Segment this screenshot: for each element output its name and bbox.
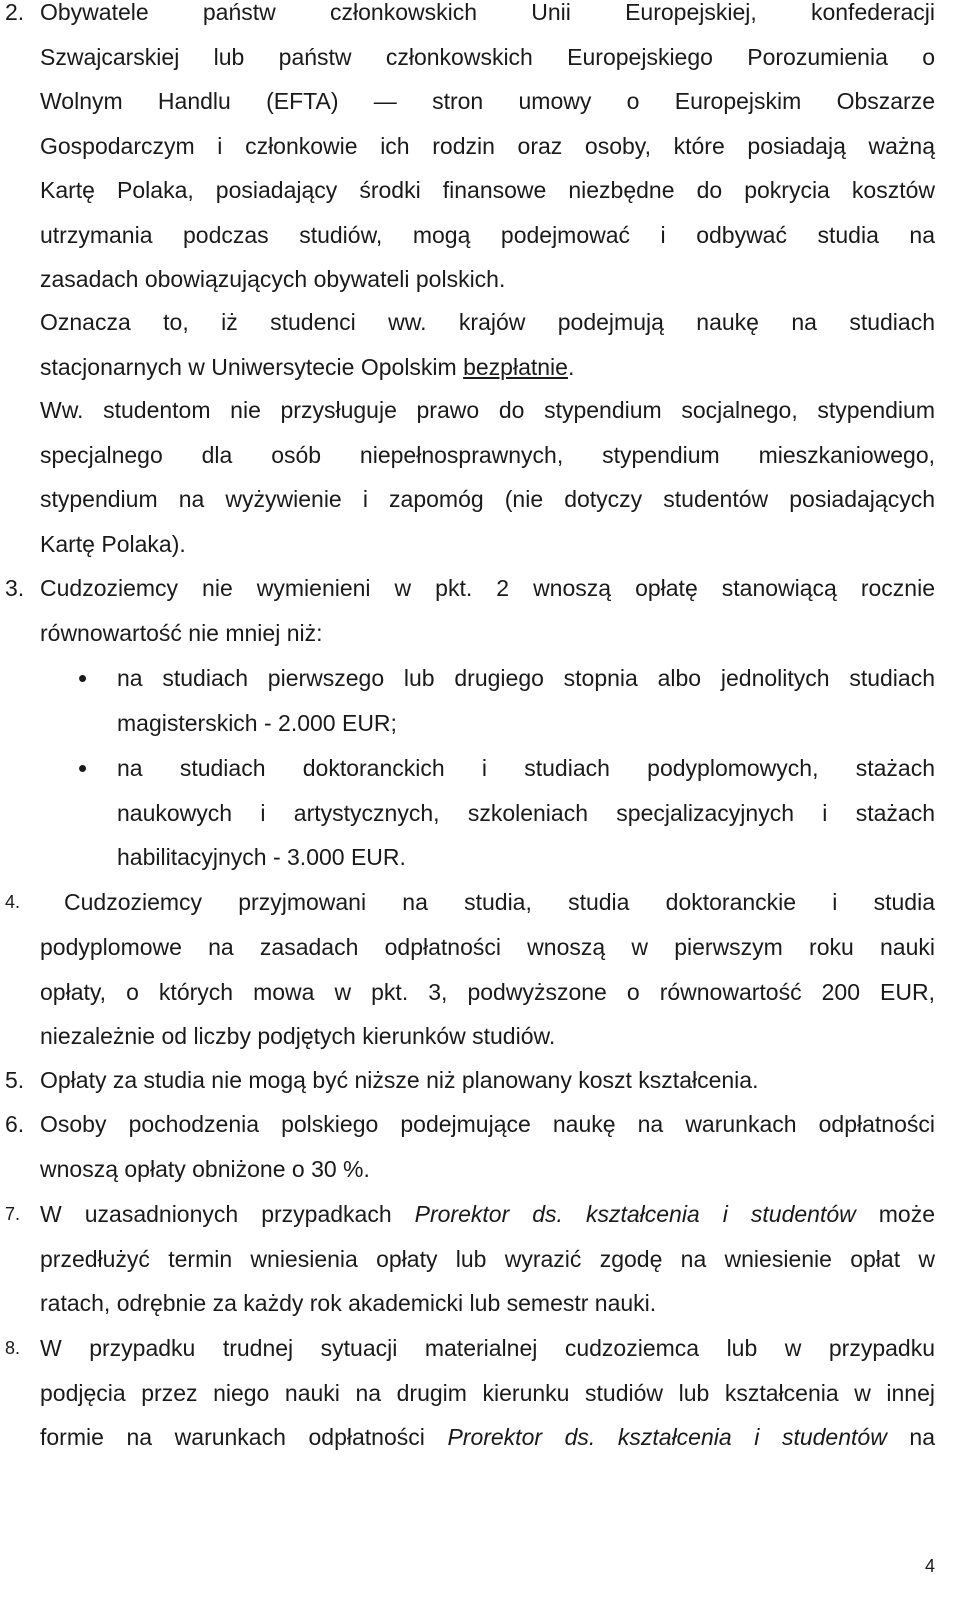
text-line: wnoszą opłaty obniżone o 30 %.: [40, 1155, 370, 1182]
item-3-number: 3.: [5, 575, 25, 601]
item-6-paragraph: [40, 1102, 935, 1191]
text-line: na studiach pierwszego lub drugiego stopnia albo jednolitych studiach: [117, 665, 935, 691]
bullet-item-2: [117, 746, 935, 880]
text-line: Cudzoziemcy nie wymienieni w pkt. 2 wnoszą opłatę stanowiącą rocznie: [40, 575, 935, 601]
item-4-paragraph: [40, 925, 935, 1059]
bullet-icon: •: [78, 663, 88, 693]
text-line: Obywatele państw członkowskich Unii Europejskiej, konfederacji: [40, 0, 935, 25]
text-line: Cudzoziemcy przyjmowani na studia, studia doktoranckie i studia: [64, 889, 935, 915]
text-line: [40, 1415, 935, 1460]
text-line: Kartę Polaka, posiadający środki finansowe niezbędne do pokrycia kosztów: [40, 177, 935, 203]
text-line: stypendium na wyżywienie i zapomóg (nie dotyczy studentów posiadających: [40, 486, 935, 512]
text-line: specjalnego dla osób niepełnosprawnych, stypendium mieszkaniowego,: [40, 441, 935, 468]
item-2-number: 2.: [5, 0, 25, 25]
text-fragment: stacjonarnych w Uniwersytecie Opolskim: [40, 353, 464, 380]
item-7-number: 7.: [5, 1204, 21, 1224]
text-line: Gospodarczym i członkowie ich rodzin oraz osoby, które posiadają ważną: [40, 132, 935, 159]
text-line: [40, 1192, 935, 1237]
text-fragment: może: [855, 1201, 935, 1227]
text-line: Osoby pochodzenia polskiego podejmujące naukę na warunkach odpłatności: [40, 1111, 935, 1137]
item-7-paragraph: [40, 1192, 935, 1326]
item-6-number: 6.: [5, 1111, 25, 1137]
prorektor-title: Prorektor ds. kształcenia i studentów: [447, 1424, 887, 1450]
text-line: utrzymania podczas studiów, mogą podejmować i odbywać studia na: [40, 221, 935, 248]
text-line: podyplomowe na zasadach odpłatności wnoszą w pierwszym roku nauki: [40, 934, 935, 960]
item-8-number: 8.: [5, 1338, 21, 1358]
text-line: opłaty, o których mowa w pkt. 3, podwyższone o równowartość 200 EUR,: [40, 978, 935, 1005]
text-line: magisterskich - 2.000 EUR;: [117, 709, 397, 736]
underlined-free-text: bezpłatnie: [463, 353, 568, 380]
scholarship-paragraph: [40, 388, 935, 566]
bullet-item-1: [117, 656, 935, 745]
text-line: podjęcia przez niego nauki na drugim kierunku studiów lub kształcenia w innej: [40, 1379, 935, 1406]
text-line: na studiach doktoranckich i studiach podyplomowych, stażach: [117, 755, 935, 781]
text-line: Opłaty za studia nie mogą być niższe niż planowany koszt kształcenia.: [40, 1067, 759, 1093]
bullet-icon: •: [78, 753, 88, 783]
item-2-paragraph: [40, 0, 935, 302]
text-line: habilitacyjnych - 3.000 EUR.: [117, 844, 406, 870]
text-line: przedłużyć termin wniesienia opłaty lub wyrazić zgodę na wniesienie opłat w: [40, 1245, 935, 1272]
text-fragment: W uzasadnionych przypadkach: [40, 1201, 415, 1227]
item-8-paragraph: [40, 1326, 935, 1460]
text-fragment: .: [567, 353, 575, 380]
free-study-paragraph: [40, 300, 935, 389]
text-line: Kartę Polaka).: [40, 530, 186, 557]
text-line: równowartość nie mniej niż:: [40, 619, 323, 646]
text-fragment: na: [886, 1424, 935, 1450]
text-line: W przypadku trudnej sytuacji materialnej cudzoziemca lub w przypadku: [40, 1335, 935, 1361]
item-4-number: 4.: [5, 892, 21, 912]
item-5-paragraph: [40, 1058, 935, 1103]
text-fragment: formie na warunkach odpłatności: [40, 1424, 448, 1450]
page-number: 4: [924, 1556, 935, 1576]
prorektor-title: Prorektor ds. kształcenia i studentów: [414, 1201, 856, 1227]
text-line: naukowych i artystycznych, szkoleniach specjalizacyjnych i stażach: [117, 799, 935, 826]
item-3-paragraph: [40, 566, 935, 655]
text-line: Wolnym Handlu (EFTA) — stron umowy o Europejskim Obszarze: [40, 88, 935, 114]
text-line: Oznacza to, iż studenci ww. krajów podejmują naukę na studiach: [40, 309, 935, 335]
text-line: niezależnie od liczby podjętych kierunków studiów.: [40, 1023, 556, 1049]
text-line: Ww. studentom nie przysługuje prawo do stypendium socjalnego, stypendium: [40, 397, 935, 423]
text-line: zasadach obowiązujących obywateli polskich.: [40, 266, 506, 292]
text-line: Szwajcarskiej lub państw członkowskich Europejskiego Porozumienia o: [40, 43, 935, 70]
item-4-first-line: [64, 880, 935, 925]
item-5-number: 5.: [5, 1067, 25, 1093]
text-line: ratach, odrębnie za każdy rok akademicki lub semestr nauki.: [40, 1290, 657, 1316]
text-line: [40, 345, 935, 390]
